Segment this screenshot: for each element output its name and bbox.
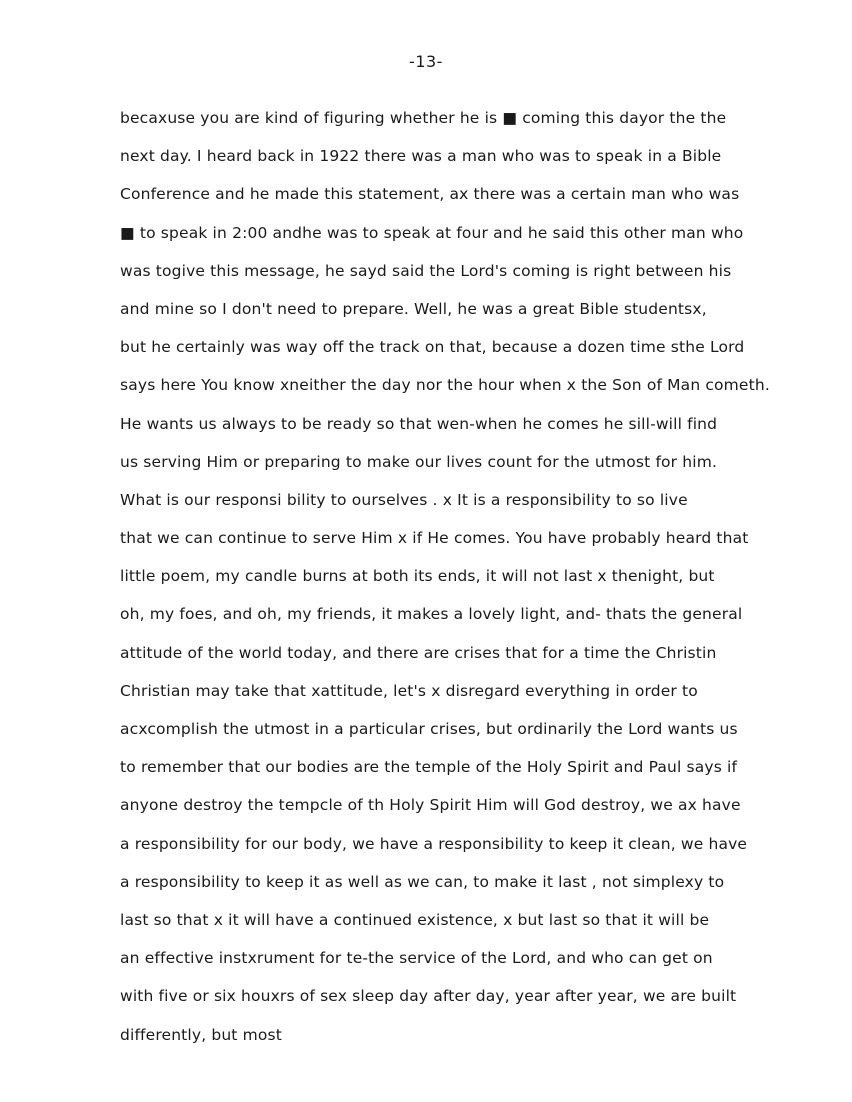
text-line: says here You know xneither the day nor the hour when x the Son of Man cometh. bbox=[120, 376, 770, 395]
text-line: Christian may take that xattitude, let's x disregard everything in order to bbox=[120, 681, 698, 700]
text-line: a responsibility to keep it as well as we can, to make it last , not simplexy to bbox=[120, 872, 725, 891]
text-line: attitude of the world today, and there are crises that for a time the Christin bbox=[120, 643, 717, 662]
text-line: What is our responsi bility to ourselves . x It is a responsibility to so live bbox=[120, 490, 688, 509]
text-line: Conference and he made this statement, ax there was a certain man who was bbox=[120, 185, 740, 204]
text-line: with five or six houxrs of sex sleep day after day, year after year, we are built bbox=[120, 987, 737, 1006]
text-line: us serving Him or preparing to make our lives count for the utmost for him. bbox=[120, 452, 718, 471]
text-line: little poem, my candle burns at both its ends, it will not last x thenight, but bbox=[120, 567, 715, 586]
text-line: but he certainly was way off the track on that, because a dozen time sthe Lord bbox=[120, 338, 745, 357]
text-line: He wants us always to be ready so that wen-when he comes he sill-will find bbox=[120, 414, 718, 433]
text-line: was togive this message, he sayd said the Lord's coming is right between his bbox=[120, 261, 732, 280]
page-number: -13- bbox=[409, 52, 443, 71]
text-line: becaxuse you are kind of figuring whether he is ■ coming this dayor the the bbox=[120, 109, 727, 127]
text-line: and mine so I don't need to prepare. Well, he was a great Bible studentsx, bbox=[120, 299, 707, 318]
text-line: anyone destroy the tempcle of th Holy Spirit Him will God destroy, we ax have bbox=[120, 796, 741, 815]
text-line: a responsibility for our body, we have a responsibility to keep it clean, we have bbox=[120, 834, 748, 853]
text-line: next day. I heard back in 1922 there was a man who was to speak in a Bible bbox=[120, 147, 722, 166]
text-line: acxcomplish the utmost in a particular crises, but ordinarily the Lord wants us bbox=[120, 720, 738, 738]
text-line: differently, but most bbox=[120, 1025, 282, 1044]
text-line: an effective instxrument for te-the service of the Lord, and who can get on bbox=[120, 949, 713, 968]
text-line: last so that x it will have a continued existence, x but last so that it will be bbox=[120, 910, 710, 929]
text-line: ■ to speak in 2:00 andhe was to speak at four and he said this other man who bbox=[120, 223, 744, 242]
body-text bbox=[120, 108, 820, 1063]
text-line: that we can continue to serve Him x if He comes. You have probably heard that bbox=[120, 529, 749, 548]
text-line: to remember that our bodies are the temple of the Holy Spirit and Paul says if bbox=[120, 758, 738, 777]
text-line: oh, my foes, and oh, my friends, it makes a lovely light, and- thats the general bbox=[120, 605, 743, 624]
